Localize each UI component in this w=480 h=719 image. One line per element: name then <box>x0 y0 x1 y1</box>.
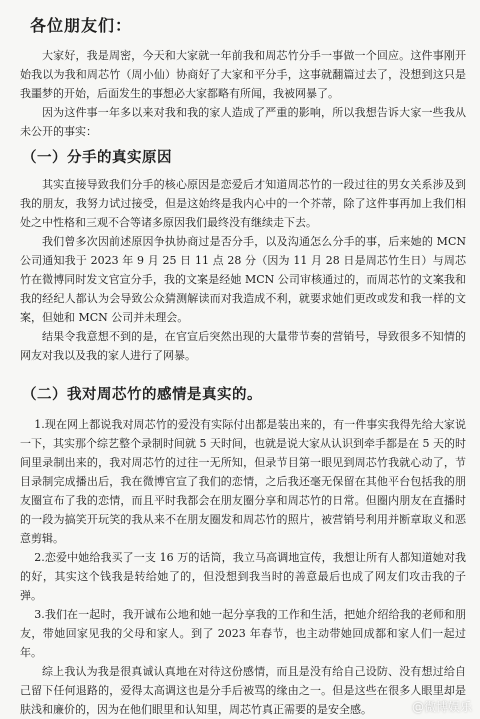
intro-paragraph: 大家好，我是周密，今天和大家就一年前我和周芯竹分手一事做一个回应。这件事刚开始我以为我和周芯竹（周小仙）协商好了大家和平分手，这事就翻篇过去了，没想到这只是我噩梦的开始，后面发生的事想必大家都略有所闻，我被网暴了。 <box>20 49 466 100</box>
section2-paragraph: 3.我们在一起时，我开诚布公地和她一起分享我的工作和生活，把她介绍给我的老师和朋友，带她回家见我的父母和家人。到了 2023 年春节，也主动带她回成都和家人们一起过年。 <box>20 608 466 659</box>
section1-paragraph: 我们曾多次因前述原因争执协商过是否分手，以及沟通怎么分手的事，后来她的 MCN 公司通知我于 2023 年 9 月 25 日 11 点 28 分（因为 11 月 28 日是周芯竹生日）与周芯竹在微博同时发文官宣分手，我的文案是经她 MCN 公司审核通过的，而周芯竹的文案我和我的经纪人都认为会导致公众猜测解读而对我造成不利，就要求她们更改或发和我一样的文案，但她和 MCN 公司并未理会。 <box>20 235 466 324</box>
greeting: 各位朋友们： <box>30 16 133 35</box>
section-heading-breakup-reason: （一）分手的真实原因 <box>22 150 172 166</box>
intro-paragraph: 因为这件事一年多以来对我和我的家人造成了严重的影响，所以我想告诉大家一些我从未公开的事实： <box>20 106 466 138</box>
watermark: @微博娱乐 <box>411 700 472 714</box>
section2-paragraph: 2.恋爱中她给我买了一支 16 万的话筒，我立马高调地宣传，我想让所有人都知道她对我的好，其实这个钱我是转给她了的，但没想到我当时的善意最后也成了网友们攻击我的子弹。 <box>20 551 466 602</box>
section2-paragraph: 1.现在网上都说我对周芯竹的爱没有实际付出都是装出来的，有一件事实我得先给大家说一下，其实那个综艺整个录制时间就 5 天时间，也就是说大家从认识到牵手都是在 5 天的时间里录制出来的，我对周芯竹的过往一无所知，但录节目第一眼见到周芯竹我就心动了，节目录制完成播出后，我在微博官宣了我们的恋情，之后我还毫无保留在其他平台包括我的朋友圈宣布了我的恋情，而且平时我都会在朋友圈分享和周芯竹的日常。但圈内朋友在直播时的一段为搞笑开玩笑的我从来不在朋友圈发和周芯竹的照片，被营销号利用并断章取义和恶意剪辑。 <box>20 418 466 545</box>
section1-paragraph: 结果令我意想不到的是，在官宣后突然出现的大量带节奏的营销号，导致很多不知情的网友对我以及我的家人进行了网暴。 <box>20 330 466 362</box>
section1-paragraph: 其实直接导致我们分手的核心原因是恋爱后才知道周芯竹的一段过往的男女关系涉及到我的朋友，我努力试过接受，但是这始终是我内心中的一个芥蒂，除了这件事再加上我们相处之中性格和三观不合等诸多原因我们最终没有继续走下去。 <box>20 178 466 229</box>
section2-paragraph: 综上我认为我是很真诚认真地在对待这份感情，而且是没有给自己设防、没有想过给自己留下任何退路的，爱得太高调这也是分手后被骂的缘由之一。但是这些在很多人眼里却是肤浅和廉价的，因为在他们眼里和认知里，周芯竹真正需要的是安全感。 <box>20 665 466 716</box>
section-heading-true-feelings: （二）我对周芯竹的感情是真实的。 <box>22 387 262 403</box>
